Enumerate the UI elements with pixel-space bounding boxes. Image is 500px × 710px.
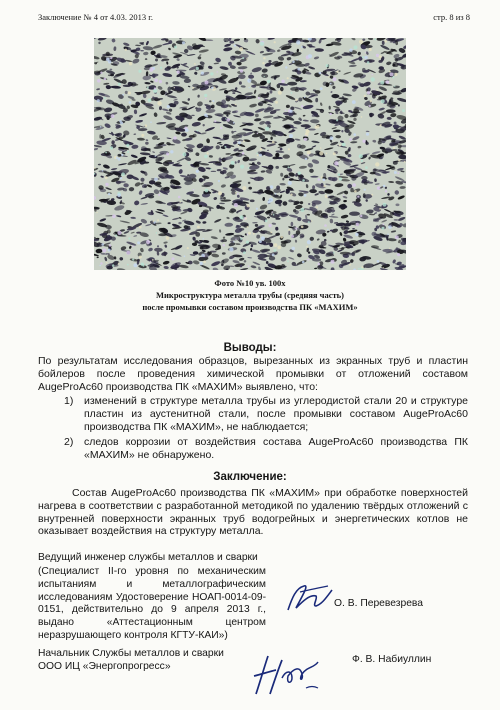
signatory-title: Ведущий инженер службы металлов и сварки xyxy=(38,552,258,563)
list-item-number: 1) xyxy=(64,395,74,407)
signatory-name: О. В. Перевезрева xyxy=(334,598,424,609)
findings-intro: По результатам исследования образцов, вырезанных из экранных труб и пластин бойлеров после проведения химической промывки от отложений составом AugeProAc60 производства ПК «МАХИМ» выявлено, что: xyxy=(38,355,468,393)
document-reference: Заключение № 4 от 4.03. 2013 г. xyxy=(38,12,153,22)
organization-name: ООО ИЦ «Энергопрогресс» xyxy=(38,661,171,672)
list-item-text: следов коррозии от воздействия состава AugeProAc60 производства ПК «МАХИМ» не обнаружено. xyxy=(84,436,468,462)
list-item-number: 2) xyxy=(64,436,74,449)
findings-heading: Выводы: xyxy=(223,342,277,354)
handwritten-signature xyxy=(248,648,326,700)
photo-caption-title: Фото №10 ув. 100х xyxy=(214,278,286,288)
photo-caption-line: после промывки составом производства ПК «МАХИМ» xyxy=(142,302,358,312)
handwritten-signature xyxy=(282,580,338,616)
conclusion-heading: Заключение: xyxy=(213,471,287,483)
photo-caption-line: Микроструктура металла трубы (средняя часть) xyxy=(156,290,344,300)
signatory-name: Ф. В. Набиуллин xyxy=(352,654,432,665)
page-number: стр. 8 из 8 xyxy=(433,12,470,22)
list-item-text: изменений в структуре металла трубы из углеродистой стали 20 и структуре пластин из аустенитной стали, после промывки составом AugeProAc60 производства ПК «МАХИМ», не наблюдается; xyxy=(84,395,468,433)
conclusion-text: Состав AugeProAc60 производства ПК «МАХИМ» при обработке поверхностей нагрева в соответствии с разработанной методикой по удалению твёрдых отложений с внутренней поверхности экранных труб водогрейных и энергетических котлов не оказывает воздействия на структуру металла. xyxy=(38,487,468,538)
list-item xyxy=(64,395,468,433)
signatory-title: Начальник Службы металлов и сварки xyxy=(38,648,224,659)
signatory-credentials: (Специалист II-го уровня по механическим испытаниям и металлографическим исследованиям Удостоверение НОАП-0014-09-0151, действительно до 9 апреля 2013 г., выдано «Аттестационным центром неразрушающего контроля КГТУ-КАИ») xyxy=(38,566,266,641)
micrograph-photo xyxy=(94,38,406,270)
list-item xyxy=(64,436,468,462)
findings-list xyxy=(64,395,468,465)
